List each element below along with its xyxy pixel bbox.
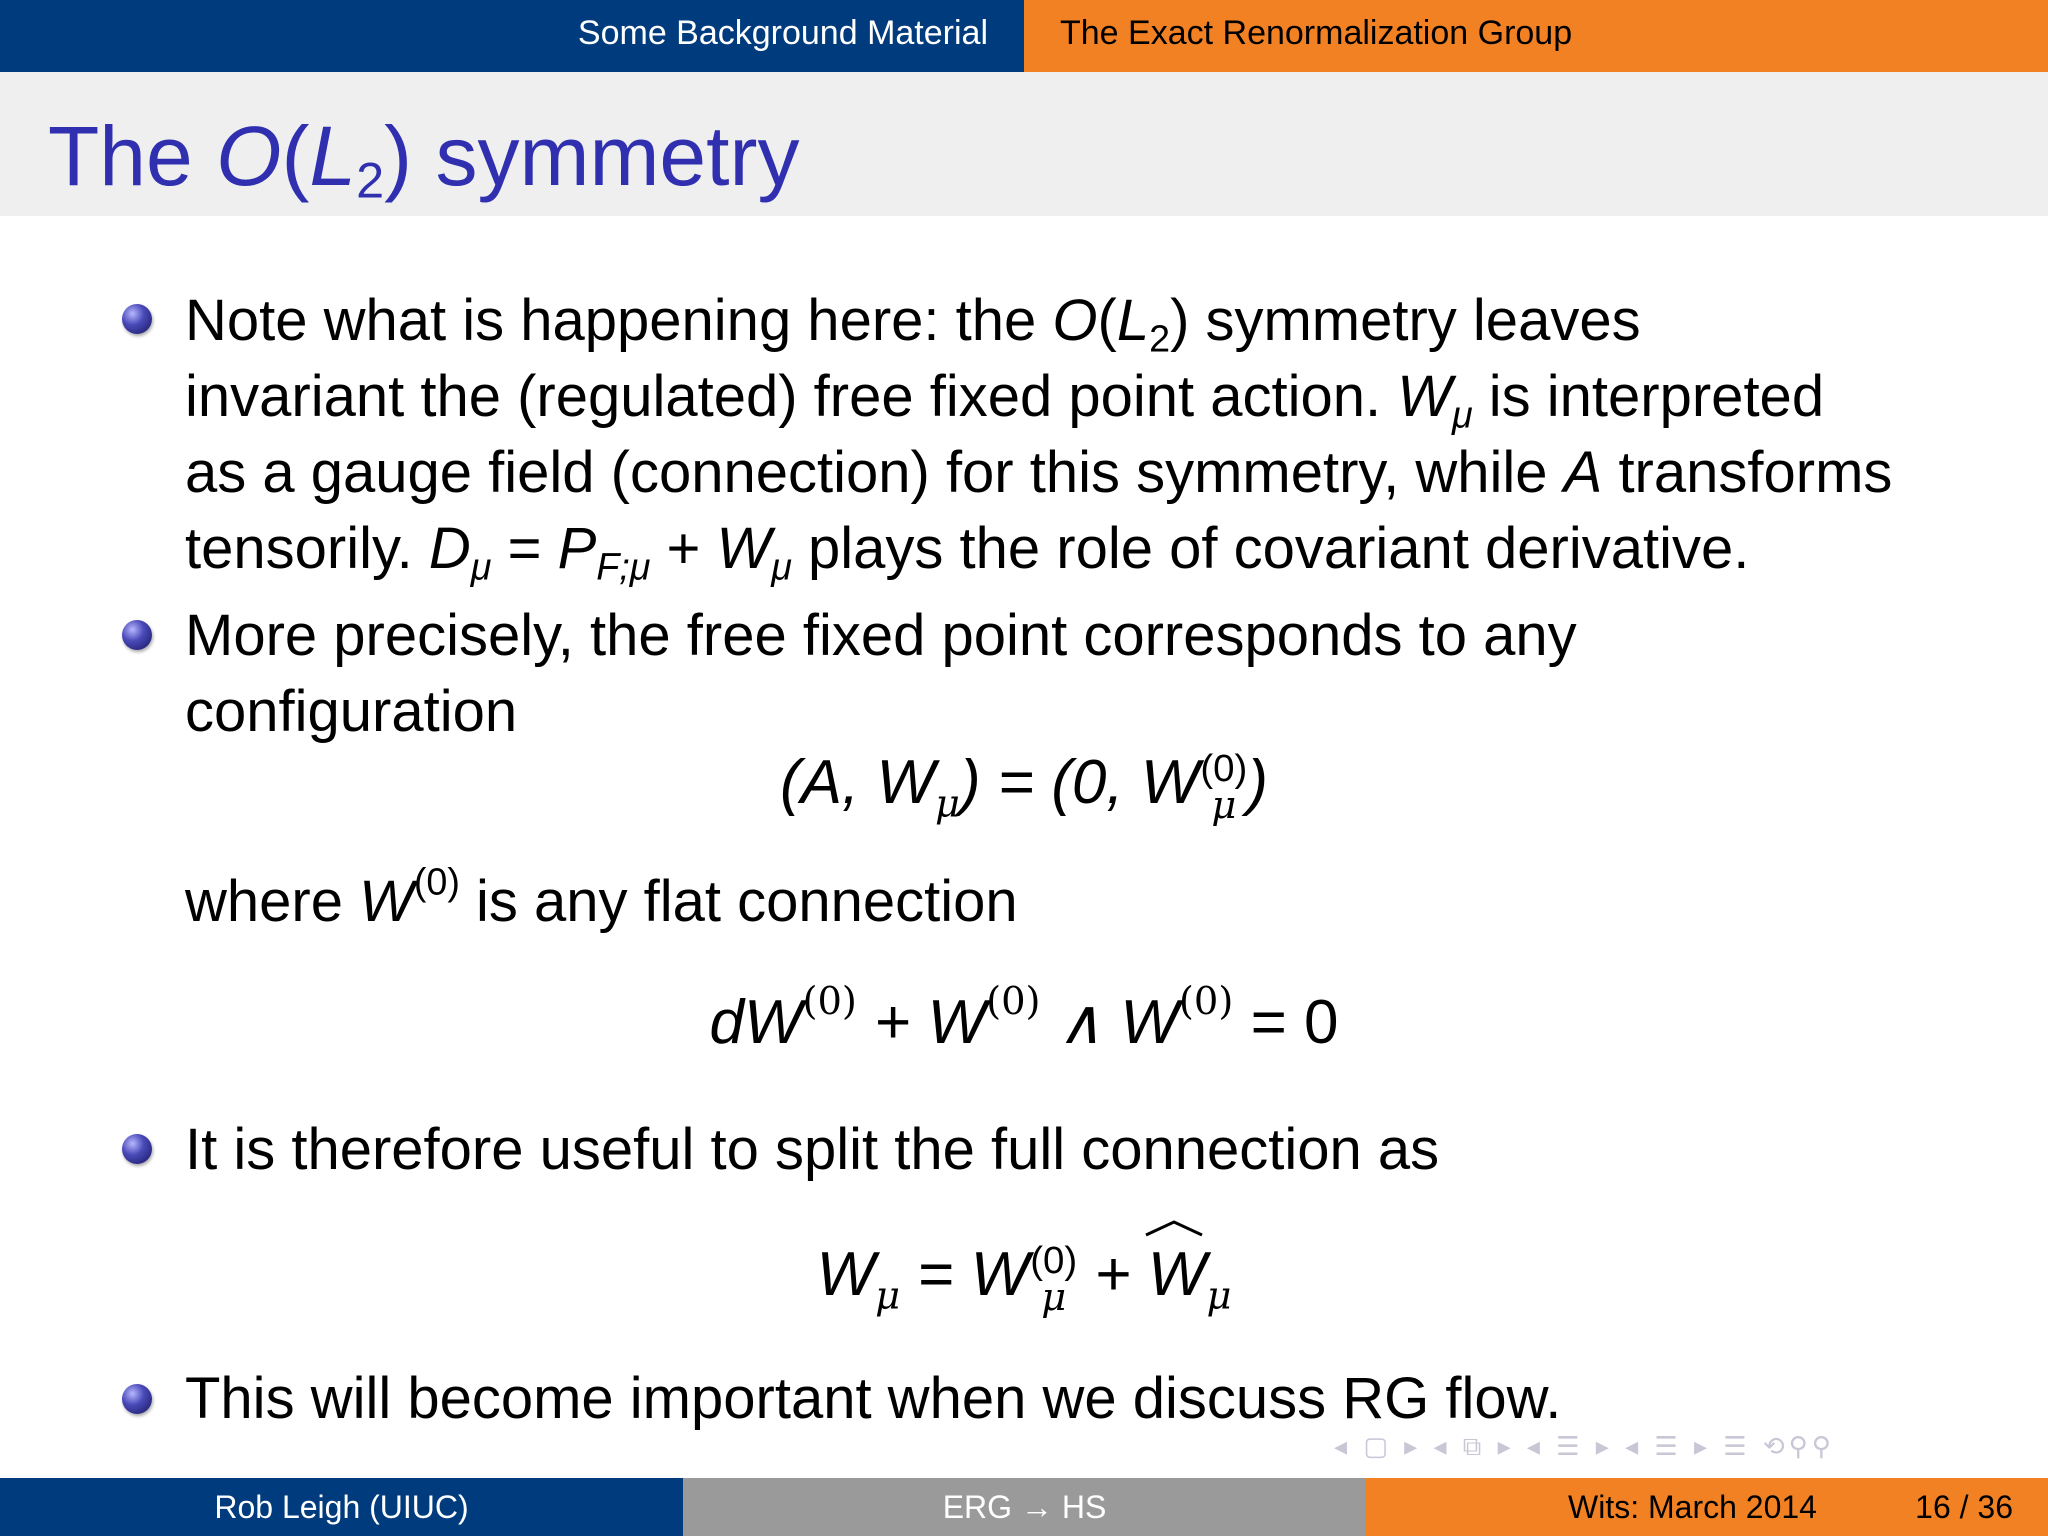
title-text-end: ) symmetry [384,109,800,203]
title-text: The [48,109,217,203]
title-paren: ( [281,109,310,203]
bullet-1-line-1: Note what is happening here: the $O(L_2)$ symmetry leaves [185,288,1641,360]
footer-bar [0,1478,2048,1536]
section-link-background[interactable]: Some Background Material [577,14,988,52]
bullet-1-line-2: invariant the (regulated) free fixed point action. $W_\mu$ is interpreted [185,364,1825,436]
title-math-O: O [216,109,282,203]
bullet-1-text [185,283,2015,587]
footer-date-box [1366,1478,2048,1536]
bullet-icon [122,1384,152,1414]
bullet-icon [122,620,152,650]
equation-flatness: $dW^{(0)} + W^{(0)}$ ∧ $W^{(0)} = 0$ [709,979,1339,1057]
bullet-3-line-1: It is therefore useful to split the full connection as [185,1117,1440,1182]
bullet-1-line-3: as a gauge field (connection) for this symmetry, while A transforms [185,440,1893,505]
equation-fixed-point: (A, $W_\mu) = (0$, W (0) μ ) [780,747,1268,828]
widehat-accent-icon [1144,1219,1204,1237]
bullet-3-text [185,1112,2015,1188]
section-nav-right [1024,0,2048,72]
frame-title-bar [0,72,2048,216]
section-link-erg[interactable]: The Exact Renormalization Group [1060,14,1573,52]
footer-title-box [683,1478,1366,1536]
bullet-4-text [185,1361,2015,1437]
bullet-icon [122,1134,152,1164]
widehat-w: W [1148,1237,1207,1310]
frame-title [48,106,799,207]
where-flat-connection: where $W^{(0)}$ is any flat connection [185,860,1018,934]
footer-short-title: ERG → HS [942,1489,1107,1525]
bullet-2-text [185,598,2015,750]
beamer-navigation-icons[interactable]: ◂ ▢ ▸ ◂ ⧉ ▸ ◂ ☰ ▸ ◂ ☰ ▸ ☰ ⟲⚲⚲ [1334,1432,1835,1462]
footer-author-box [0,1478,683,1536]
bullet-1-line-4: tensorily. $D_\mu = P_{F;\mu} + W_\mu$ plays the role of covariant derivative. [185,516,1750,588]
footer-author: Rob Leigh (UIUC) [214,1489,469,1525]
section-nav-left [0,0,1024,72]
equation-split-connection: $W_\mu = W$ (0) μ + $W_\mu$ [0,1237,2048,1315]
bullet-4-line-1: This will become important when we discuss RG flow. [185,1366,1562,1431]
footer-page-number: 16 / 36 [1915,1489,2013,1525]
title-subscript: 2 [356,151,385,209]
top-navigation-bar [0,0,2048,72]
bullet-2-line-1: More precisely, the free fixed point corresponds to any [185,603,1577,668]
bullet-2-line-2: configuration [185,679,518,744]
footer-date: Wits: March 2014 [1568,1489,1817,1525]
title-math-L: L [309,109,357,203]
bullet-icon [122,304,152,334]
